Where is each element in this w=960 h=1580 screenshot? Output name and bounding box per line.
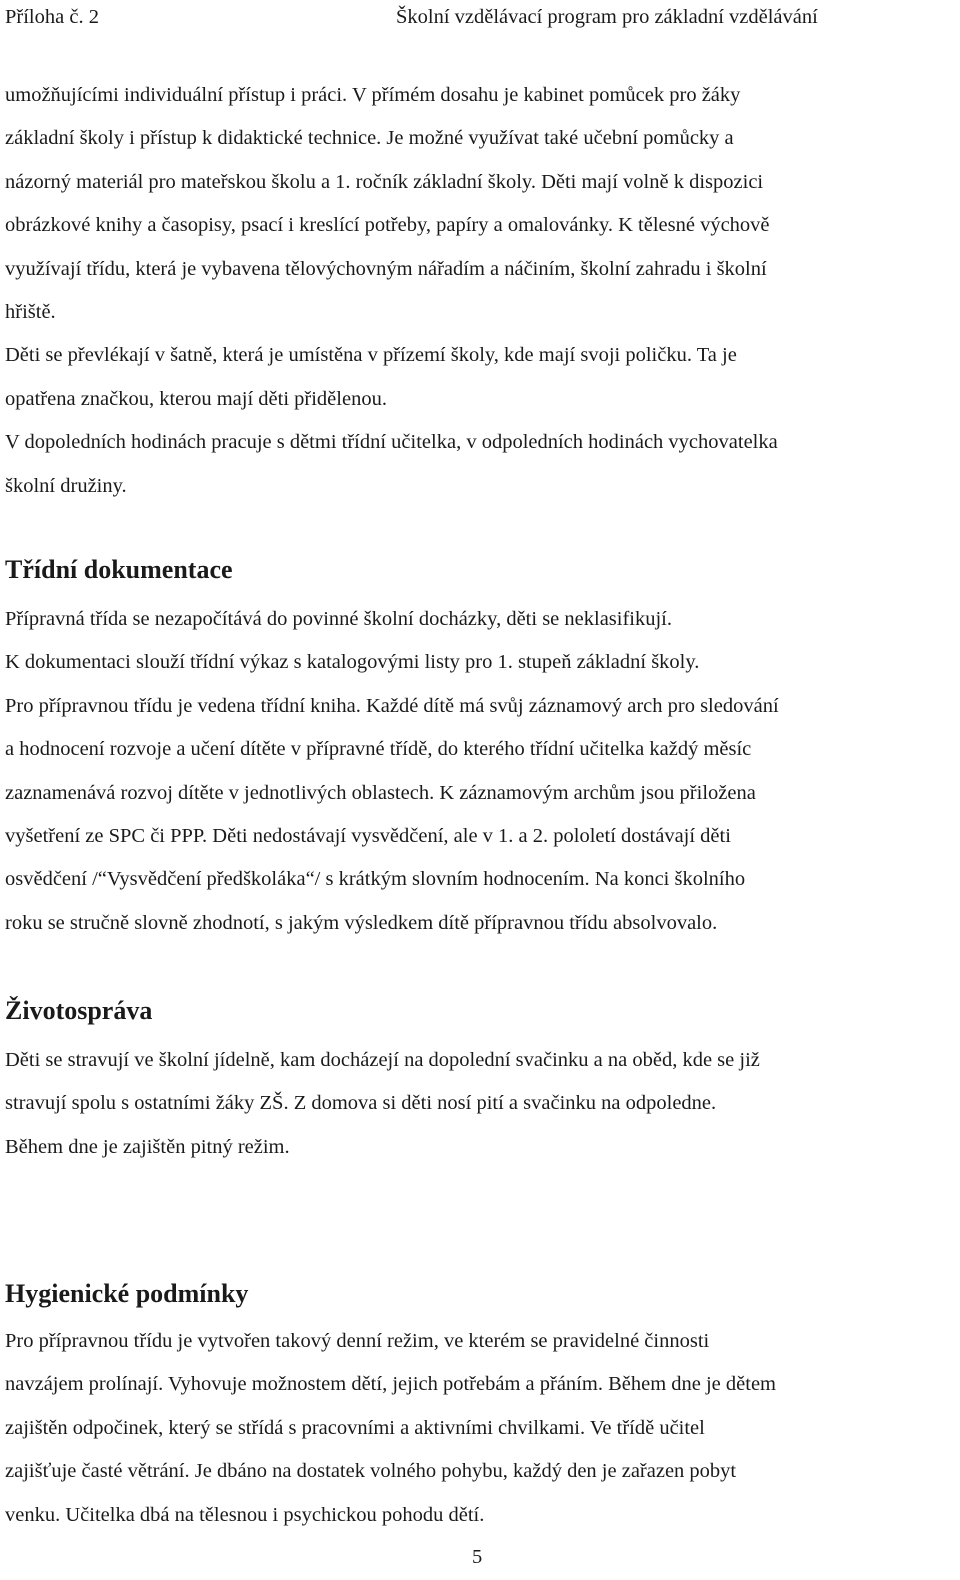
header-right: Školní vzdělávací program pro základní vzdělávání [396, 6, 818, 28]
section-text-tridni-dokumentace: Přípravná třída se nezapočítává do povinné školní docházky, děti se neklasifikují. K dokumentaci slouží třídní výkaz s katalogovými listy pro 1. stupeň základní školy. Pro přípravnou třídu je vedena třídní kniha. Každé dítě má svůj záznamový arch pro sledování a hodnocení rozvoje a učení dítěte v přípravné třídě, do kterého třídní učitelka každý měsíc zaznamenává rozvoj dítěte v jednotlivých oblastech. K záznamovým archům jsou přiložena vyšetření ze SPC či PPP. Děti nedostávají vysvědčení, ale v 1. a 2. pololetí dostávají děti osvědčení /“Vysvědčení předškoláka“/ s krátkým slovním hodnocením. Na konci školního roku se stručně slovně zhodnotí, s jakým výsledkem dítě přípravnou třídu absolvovalo. [5, 608, 779, 934]
header-left: Příloha č. 2 [5, 6, 99, 28]
section-heading-zivotosprava: Životospráva [5, 996, 153, 1025]
intro-paragraph: umožňujícími individuální přístup i práci. V přímém dosahu je kabinet pomůcek pro žáky základní školy i přístup k didaktické technice. Je možné využívat také učební pomůcky a názorný materiál pro mateřskou školu a 1. ročník základní školy. Děti mají volně k dispozici obrázkové knihy a časopisy, psací i kreslící potřeby, papíry a omalovánky. K tělesné výchově využívají třídu, která je vybavena tělovýchovným nářadím a náčiním, školní zahradu i školní hřiště. Děti se převlékají v šatně, která je umístěna v přízemí školy, kde mají svoji poličku. Ta je opatřena značkou, kterou mají děti přidělenou. V dopoledních hodinách pracuje s dětmi třídní učitelka, v odpoledních hodinách vychovatelka školní družiny. [5, 84, 778, 497]
section-heading-tridni-dokumentace: Třídní dokumentace [5, 555, 233, 584]
page-number: 5 [472, 1546, 483, 1568]
section-heading-hygienicke-podminky: Hygienické podmínky [5, 1279, 249, 1308]
section-text-zivotosprava: Děti se stravují ve školní jídelně, kam docházejí na dopolední svačinku a na oběd, kde se již stravují spolu s ostatními žáky ZŠ. Z domova si děti nosí pití a svačinku na odpoledne. Během dne je zajištěn pitný režim. [5, 1049, 760, 1158]
section-text-hygienicke-podminky: Pro přípravnou třídu je vytvořen takový denní režim, ve kterém se pravidelné činnosti navzájem prolínají. Vyhovuje možnostem dětí, jejich potřebám a přáním. Během dne je dětem zajištěn odpočinek, který se střídá s pracovními a aktivními chvilkami. Ve třídě učitel zajišťuje časté větrání. Je dbáno na dostatek volného pohybu, každý den je zařazen pobyt venku. Učitelka dbá na tělesnou i psychickou pohodu dětí. [5, 1330, 776, 1526]
